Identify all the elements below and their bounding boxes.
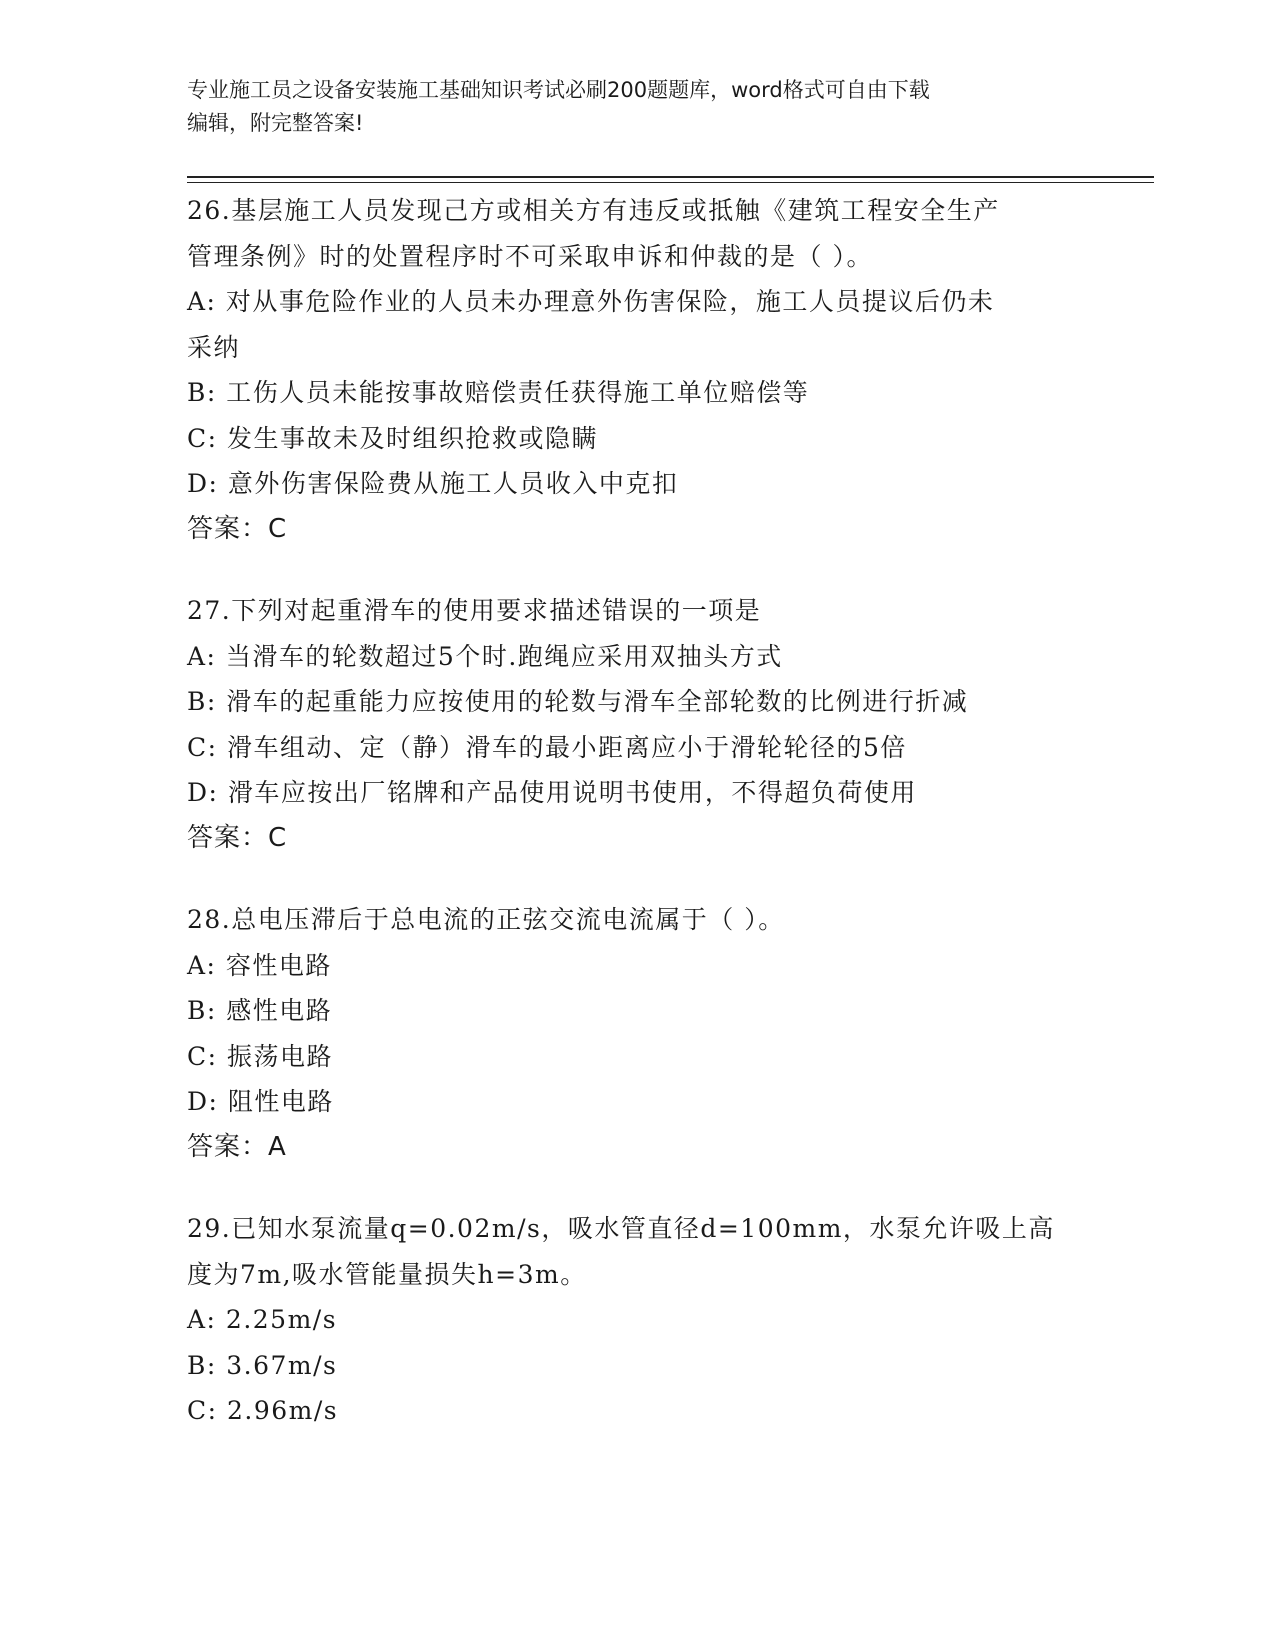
question-text-line: 26.基层施工人员发现己方或相关方有违反或抵触《建筑工程安全生产 xyxy=(187,196,1000,225)
header-line-2: 编辑，附完整答案! xyxy=(187,111,364,135)
option-d: D: 滑车应按出厂铭牌和产品使用说明书使用，不得超负荷使用 xyxy=(187,778,917,807)
header-rule-thin xyxy=(187,182,1154,183)
question-text-line: 29.已知水泵流量q=0.02m/s，吸水管直径d=100mm，水泵允许吸上高 xyxy=(187,1214,1055,1243)
option-a: A: 2.25m/s xyxy=(187,1305,338,1334)
option-line: 采纳 xyxy=(187,332,241,362)
option-c: C: 滑车组动、定（静）滑车的最小距离应小于滑轮轮径的5倍 xyxy=(187,732,907,762)
question-text: 27.下列对起重滑车的使用要求描述错误的一项是 xyxy=(187,596,762,625)
option-a xyxy=(187,279,1087,370)
question-text: 28.总电压滞后于总电流的正弦交流电流属于（ ）。 xyxy=(187,905,785,934)
option-b: B: 滑车的起重能力应按使用的轮数与滑车全部轮数的比例进行折减 xyxy=(187,687,969,716)
option-c: C: 发生事故未及时组织抢救或隐瞒 xyxy=(187,423,598,453)
option-d: D: 阻性电路 xyxy=(187,1087,334,1116)
answer: 答案：C xyxy=(187,513,288,544)
question-list xyxy=(187,188,1087,1470)
question-text xyxy=(187,1206,1087,1297)
question-27 xyxy=(187,588,1087,861)
document-header xyxy=(187,74,1087,140)
option-d: D: 意外伤害保险费从施工人员收入中克扣 xyxy=(187,469,679,498)
question-26 xyxy=(187,188,1087,552)
option-a: A: 容性电路 xyxy=(187,950,332,980)
option-a: A: 当滑车的轮数超过5个时.跑绳应采用双抽头方式 xyxy=(187,641,783,671)
option-b: B: 3.67m/s xyxy=(187,1350,338,1380)
question-text-line: 管理条例》时的处置程序时不可采取申诉和仲裁的是（ ）。 xyxy=(187,241,873,271)
question-text-line: 度为7m,吸水管能量损失h=3m。 xyxy=(187,1259,587,1289)
option-c: C: 2.96m/s xyxy=(187,1396,339,1425)
answer: 答案：C xyxy=(187,822,288,853)
header-rule-thick xyxy=(187,176,1154,178)
question-29 xyxy=(187,1206,1087,1434)
option-c: C: 振荡电路 xyxy=(187,1041,333,1071)
question-text xyxy=(187,188,1087,279)
question-28 xyxy=(187,897,1087,1170)
option-b: B: 感性电路 xyxy=(187,996,333,1025)
option-line: A: 对从事危险作业的人员未办理意外伤害保险，施工人员提议后仍未 xyxy=(187,287,995,316)
answer: 答案：A xyxy=(187,1131,287,1162)
header-line-1: 专业施工员之设备安装施工基础知识考试必刷200题题库，word格式可自由下载 xyxy=(187,78,930,102)
option-b: B: 工伤人员未能按事故赔偿责任获得施工单位赔偿等 xyxy=(187,378,810,407)
